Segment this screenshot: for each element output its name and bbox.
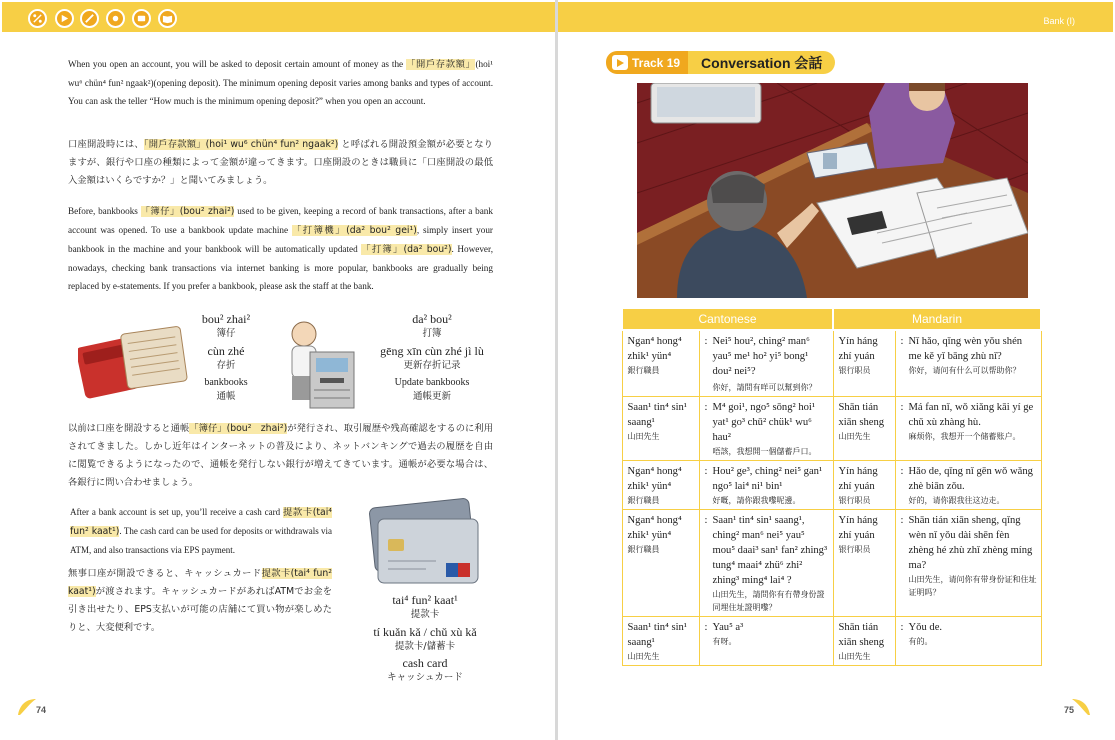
speaker-cantonese xyxy=(622,330,699,397)
speaker-roman: Shān tián xiān sheng xyxy=(838,622,885,648)
line-chinese: 有呀。 xyxy=(712,637,737,646)
speaker-mandarin xyxy=(833,330,895,397)
text: と呼ばれる開設預金額が必要となりますが、銀行や口座の種類によって金額が違ってきます。口座開設のときは職員に「口座開設の最低入金額はいくらですか？」と聞いてみましょう。 xyxy=(68,139,493,186)
line-chinese: 你好，请问有什么可以帮助你？ xyxy=(908,366,1021,375)
line-roman: Yau⁵ a³ xyxy=(712,622,744,633)
speaker-chinese: 銀行職員 xyxy=(627,366,660,375)
speaker-chinese: 銀行職員 xyxy=(627,545,660,554)
text: 口座開設時には、 xyxy=(68,139,144,150)
line-chinese: 麻烦你，我想开一个储蓄账户。 xyxy=(908,432,1021,441)
line-chinese: 好的，请你跟我往这边走。 xyxy=(908,496,1005,505)
speaker-chinese: 山田先生 xyxy=(838,652,871,661)
track-label: Track 19 xyxy=(632,55,681,70)
line-roman: M⁴ goi¹, ngo⁵ sōng² hoi¹ yat¹ go³ chū² chük¹ wu⁶ hau² xyxy=(712,402,816,443)
speaker-roman: Yín háng zhí yuán xyxy=(838,515,878,541)
text: used to be given, keeping a record of bank transactions, after a bank account was opened. To use a bankbook update machine xyxy=(68,206,493,235)
speaker-roman: Shān tián xiān sheng xyxy=(838,402,885,428)
term-roman: bou² zhai² xyxy=(201,312,251,326)
term-highlight: 「打簿機」(da² bou² gei¹) xyxy=(291,225,417,236)
speaker-chinese: 银行职员 xyxy=(838,496,871,505)
leaf-icon xyxy=(16,697,38,717)
record-icon[interactable] xyxy=(132,9,151,28)
speaker-roman: Yín háng zhí yuán xyxy=(838,466,878,492)
line-chinese: 山田先生，請問你有冇帶身份證同埋住址證明嚟？ xyxy=(712,590,825,612)
conversation-row xyxy=(622,330,1041,397)
term-update-bankbook xyxy=(368,312,496,404)
conversation-row xyxy=(622,510,1041,617)
text: (hoi¹ wu⁶ chün⁴ fun² ngaak²)(opening deposit). The minimum opening deposit varies among banks and types of account. You can ask the teller “How much is the minimum opening deposit?” when you open an account. xyxy=(68,59,493,106)
para-bankbook-jp xyxy=(68,420,493,492)
pen-icon[interactable] xyxy=(80,9,99,28)
book-icon[interactable] xyxy=(158,9,177,28)
conversation-row xyxy=(622,397,1041,461)
dot-icon[interactable] xyxy=(106,9,125,28)
para-bankbook-en xyxy=(68,202,493,295)
speaker-chinese: 银行职员 xyxy=(838,366,871,375)
audio-track-icon xyxy=(612,55,628,70)
bank-counter-illustration xyxy=(637,83,1028,298)
speaker-cantonese xyxy=(622,510,699,617)
text: When you open an account, you will be asked to deposit certain amount of money as the xyxy=(68,59,407,69)
line-cantonese: : Nei⁵ hou², ching² man⁶ yau⁵ me¹ ho² yi⁵ bong¹ dou² nei⁵? 你好，請問有咩可以幫到你？ xyxy=(699,330,833,397)
term-chinese-simplified: 存折 xyxy=(216,360,236,371)
para-cash-card-jp xyxy=(68,565,332,637)
line-cantonese: : Saan¹ tin⁴ sin¹ saang¹, ching² man⁶ nei⁵ yau⁵ mou⁵ daai³ san¹ fan² zhing³ tung⁴ maai⁴ zhü⁶ zhi² zhing³ ming⁴ lai⁴ ? 山田先生，請問你有冇帶身份證同埋住址證明嚟？ xyxy=(699,510,833,617)
term-highlight: 「簿仔」(bou² zhai²) xyxy=(140,206,235,217)
play-icon[interactable] xyxy=(55,9,74,28)
conversation-table xyxy=(621,307,1042,666)
text: After a bank account is set up, you’ll receive a cash card xyxy=(70,507,283,517)
term-japanese: 通帳 xyxy=(216,391,236,402)
section-title: Conversation 会話 xyxy=(688,51,835,74)
page-number-right: 75 xyxy=(1064,705,1075,715)
term-cash-card xyxy=(356,593,494,685)
right-header-bar xyxy=(558,2,1113,32)
line-roman: Nǐ hǎo, qǐng wèn yǒu shén me kě yǐ bāng zhù nǐ? xyxy=(908,336,1023,362)
term-english: bankbooks xyxy=(204,377,248,388)
cash-card-illustration xyxy=(366,495,486,587)
line-chinese: 好嘅，請你跟我嚟呢邊。 xyxy=(712,496,801,505)
text: 無事口座が開設できると、キャッシュカード xyxy=(68,568,262,579)
line-mandarin: : Nǐ hǎo, qǐng wèn yǒu shén me kě yǐ bāng zhù nǐ? 你好，请问有什么可以帮助你？ xyxy=(895,330,1041,397)
line-roman: Yǒu de. xyxy=(908,622,943,633)
line-roman: Nei⁵ hou², ching² man⁶ yau⁵ me¹ ho² yi⁵ bong¹ dou² nei⁵? xyxy=(712,336,810,377)
term-mandarin: tí kuǎn kǎ / chǔ xù kǎ xyxy=(373,625,477,639)
term-highlight: 提款卡(tai⁴ fun² kaat¹) xyxy=(68,568,332,597)
page-gutter xyxy=(555,0,558,740)
text: , simply insert your bankbook in the machine and your bankbook will be automatically updated xyxy=(68,225,493,254)
line-chinese: 你好，請問有咩可以幫到你？ xyxy=(712,383,817,392)
speaker-chinese: 銀行職員 xyxy=(627,496,660,505)
term-japanese: 通帳更新 xyxy=(412,391,451,402)
page-number-left: 74 xyxy=(36,705,47,715)
line-roman: Hǎo de, qǐng nǐ gēn wǒ wǎng zhè biān zǒu. xyxy=(908,466,1033,492)
speaker-chinese: 山田先生 xyxy=(627,432,660,441)
speaker-cantonese xyxy=(622,397,699,461)
speaker-chinese: 银行职员 xyxy=(838,545,871,554)
term-english: cash card xyxy=(402,656,448,670)
text: Before, bankbooks xyxy=(68,206,141,216)
line-chinese: 唔該，我想開一個儲蓄戶口。 xyxy=(712,447,817,456)
text: 以前は口座を開設すると通帳 xyxy=(68,423,190,434)
speaker-cantonese xyxy=(622,461,699,510)
term-chinese-simplified: 更新存折记录 xyxy=(403,360,461,371)
para-opening-deposit-en xyxy=(68,55,493,110)
text: . However, nowadays, checking bank transactions via internet banking is more popular, bankbooks are gradually being replaced by e-statements. If you prefer a bankbook, please ask the staff at the bank. xyxy=(68,244,493,291)
column-header-mandarin: Mandarin xyxy=(833,308,1041,330)
speaker-chinese: 山田先生 xyxy=(838,432,871,441)
line-roman: Hou² ge³, ching² nei⁵ gan¹ ngo⁵ lai⁴ ni¹ bin¹ xyxy=(712,466,823,492)
percent-icon[interactable] xyxy=(28,9,47,28)
text: が渡されます。キャッシュカードがあればATMでお金を引き出せたり、EPS支払いが可能の店舗にて買い物が楽しめたりと、大変便利です。 xyxy=(68,586,332,633)
term-japanese: キャッシュカード xyxy=(387,672,463,683)
term-chinese: 簿仔 xyxy=(216,328,236,339)
para-opening-deposit-jp xyxy=(68,136,493,190)
term-chinese: 打簿 xyxy=(422,328,442,339)
line-cantonese: : M⁴ goi¹, ngo⁵ sōng² hoi¹ yat¹ go³ chū² chük¹ wu⁶ hau² 唔該，我想開一個儲蓄戶口。 xyxy=(699,397,833,461)
bankbooks-illustration xyxy=(78,322,188,400)
term-roman: tai⁴ fun² kaat¹ xyxy=(392,593,458,607)
speaker-roman: Ngan⁴ hong⁴ zhik¹ yün⁴ xyxy=(627,515,682,541)
term-chinese-simplified: 提款卡/儲蓄卡 xyxy=(394,641,456,652)
text: . The cash card can be used for deposits or withdrawals via ATM, and also transactions via EPS payment. xyxy=(70,526,332,555)
line-roman: Má fan nǐ, wǒ xiǎng kāi yí ge chǔ xù zhàng hù. xyxy=(908,402,1034,428)
conversation-row xyxy=(622,461,1041,510)
speaker-mandarin xyxy=(833,510,895,617)
line-cantonese: : Yau⁵ a³ 有呀。 xyxy=(699,617,833,666)
term-bankbook xyxy=(186,312,266,404)
text: が発行され、取引履歴や残高確認をするのに利用されてきました。しかし近年はインターネットの普及により、ネットバンキングで過去の履歴を自由に閲覧できるようになったので、通帳を発行しない銀行が増えてきています。通帳が必要な場合は、各銀行に問い合わせましょう。 xyxy=(68,423,493,488)
term-english: Update bankbooks xyxy=(394,377,470,388)
term-roman: da² bou² xyxy=(412,312,452,326)
speaker-mandarin xyxy=(833,617,895,666)
speaker-roman: Saan¹ tin⁴ sin¹ saang¹ xyxy=(627,622,687,648)
column-header-cantonese: Cantonese xyxy=(622,308,833,330)
track-badge[interactable] xyxy=(606,51,688,74)
term-mandarin: gēng xīn cùn zhé jì lù xyxy=(380,344,484,358)
speaker-mandarin xyxy=(833,461,895,510)
speaker-cantonese xyxy=(622,617,699,666)
speaker-mandarin xyxy=(833,397,895,461)
term-mandarin: cùn zhé xyxy=(207,344,245,358)
line-mandarin: : Hǎo de, qǐng nǐ gēn wǒ wǎng zhè biān zǒu. 好的，请你跟我往这边走。 xyxy=(895,461,1041,510)
bankbook-machine-illustration xyxy=(280,318,360,410)
line-mandarin: : Shān tián xiān sheng, qǐng wèn nǐ yǒu dài shēn fèn zhèng hé zhù zhǐ zhèng míng ma? 山田先生，请问你有带身份证和住址证明吗？ xyxy=(895,510,1041,617)
speaker-roman: Yín háng zhí yuán xyxy=(838,336,878,362)
line-cantonese: : Hou² ge³, ching² nei⁵ gan¹ ngo⁵ lai⁴ ni¹ bin¹ 好嘅，請你跟我嚟呢邊。 xyxy=(699,461,833,510)
conversation-row xyxy=(622,617,1041,666)
term-highlight: 「開戶存款額」(hoi¹ wu⁶ chün⁴ fun² ngaak²) xyxy=(143,139,339,150)
term-highlight: 「開戶存款額」 xyxy=(406,59,476,70)
running-title: Bank (I) xyxy=(1043,16,1075,26)
speaker-roman: Saan¹ tin⁴ sin¹ saang¹ xyxy=(627,402,687,428)
line-roman: Saan¹ tin⁴ sin¹ saang¹, ching² man⁶ nei⁵ yau⁵ mou⁵ daai³ san¹ fan² zhing³ tung⁴ maai⁴ zhü⁶ zhi² zhing³ ming⁴ lai⁴ ? xyxy=(712,515,828,586)
term-highlight: 「打簿」(da² bou²) xyxy=(361,244,452,255)
line-mandarin: : Má fan nǐ, wǒ xiǎng kāi yí ge chǔ xù zhàng hù. 麻烦你，我想开一个储蓄账户。 xyxy=(895,397,1041,461)
line-chinese: 有的。 xyxy=(908,637,933,646)
line-chinese: 山田先生，请问你有带身份证和住址证明吗？ xyxy=(908,575,1037,597)
speaker-roman: Ngan⁴ hong⁴ zhik¹ yün⁴ xyxy=(627,336,682,362)
speaker-roman: Ngan⁴ hong⁴ zhik¹ yün⁴ xyxy=(627,466,682,492)
line-mandarin: : Yǒu de. 有的。 xyxy=(895,617,1041,666)
track-header[interactable] xyxy=(606,51,835,74)
line-roman: Shān tián xiān sheng, qǐng wèn nǐ yǒu dài shēn fèn zhèng hé zhù zhǐ zhèng míng ma? xyxy=(908,515,1033,571)
term-highlight: 「簿仔」(bou² zhai²) xyxy=(189,423,288,434)
speaker-chinese: 山田先生 xyxy=(627,652,660,661)
term-highlight: 提款卡(tai⁴ fun² kaat¹) xyxy=(70,507,333,537)
term-chinese: 提款卡 xyxy=(410,609,440,620)
para-cash-card-en xyxy=(70,503,332,559)
